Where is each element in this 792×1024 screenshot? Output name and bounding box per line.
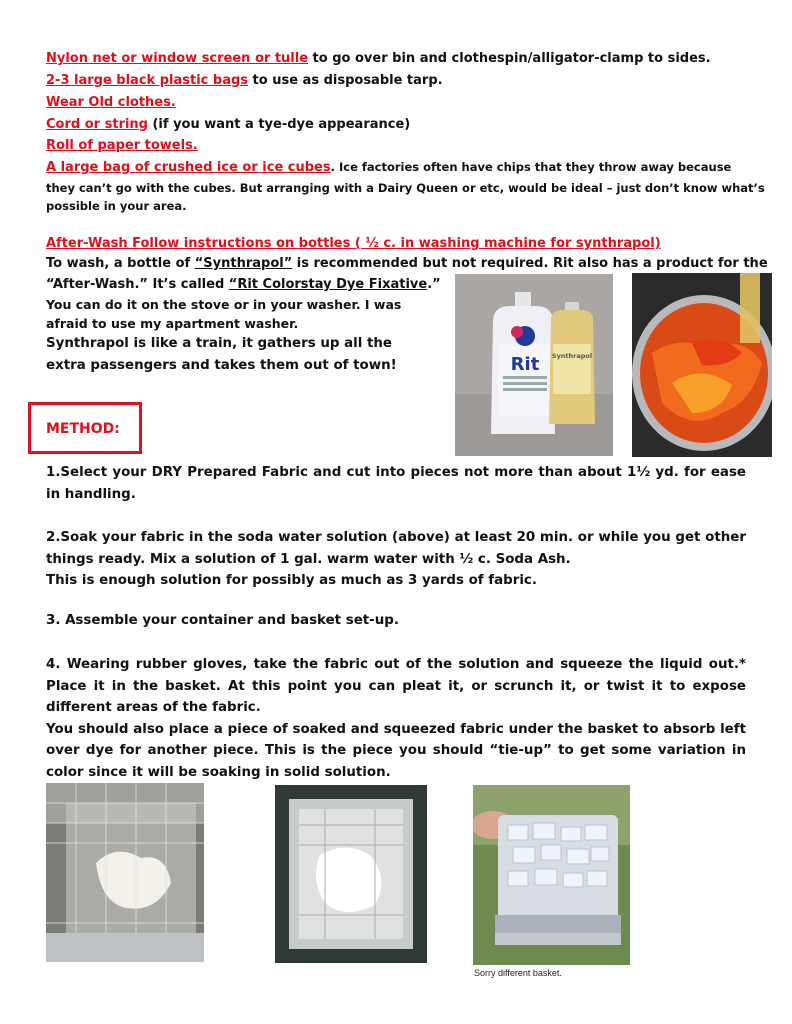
step-1 — [46, 462, 746, 505]
afterwash-line — [46, 255, 768, 272]
bottles-photo — [455, 274, 613, 456]
synthrapol-name: “Synthrapol” — [194, 256, 293, 271]
dye-pot-photo — [632, 273, 772, 457]
afterwash-text: is recommended but not required. Rit also has a product for the — [292, 256, 768, 271]
ice-note-line: possible in your area. — [46, 199, 187, 213]
photo-caption: Sorry different basket. — [474, 968, 562, 978]
step-text: 3. Assemble your container and basket set-up. — [46, 613, 399, 628]
step-text: 2.Soak your fabric in the soda water solution (above) at least 20 min. or while you get other things ready. Mix a solution of 1 gal. warm water with ½ c. Soda Ash. — [46, 530, 746, 567]
supply-item — [46, 137, 198, 154]
afterwash-line — [46, 276, 441, 293]
net-basket-illustration — [275, 785, 427, 963]
step-3 — [46, 610, 746, 632]
step-extra: You should also place a piece of soaked and squeezed fabric under the basket to absorb left over dye for another piece. This is the piece you should “tie-up” to get some variation in color since it will be soaking in solid solution. — [46, 721, 746, 780]
supply-label: Roll of paper towels. — [46, 138, 198, 153]
supply-item — [46, 159, 731, 176]
ice-basket-photo — [473, 785, 630, 965]
ice-note-line: they can’t go with the cubes. But arranging with a Dairy Queen or etc, would be ideal – just don’t know what’s — [46, 181, 765, 195]
ice-illustration — [473, 785, 630, 965]
method-heading: METHOD: — [46, 421, 120, 437]
supply-label: Wear Old clothes. — [46, 95, 176, 110]
supply-item — [46, 94, 176, 111]
supply-label: A large bag of crushed ice or ice cubes — [46, 160, 331, 175]
supply-label: Nylon net or window screen or tulle — [46, 51, 309, 66]
basket-photo-2 — [275, 785, 427, 963]
afterwash-line: Synthrapol is like a train, it gathers up all the — [46, 336, 393, 351]
afterwash-line: afraid to use my apartment washer. — [46, 316, 299, 331]
supply-text: . Ice factories often have chips that they throw away because — [330, 160, 732, 174]
afterwash-text: To wash, a bottle of — [46, 256, 195, 271]
supply-item — [46, 72, 443, 89]
dye-pot-illustration — [632, 273, 772, 457]
bottles-illustration — [455, 274, 613, 456]
supply-text: to go over bin and clothespin/alligator-clamp to sides. — [308, 51, 711, 66]
supply-label: Cord or string — [46, 117, 148, 132]
step-extra: This is enough solution for possibly as much as 3 yards of fabric. — [46, 573, 537, 588]
supply-text: to use as disposable tarp. — [248, 73, 443, 88]
supply-label: 2-3 large black plastic bags — [46, 73, 249, 88]
afterwash-text: .” — [427, 277, 441, 292]
afterwash-text: “After-Wash.” It’s called — [46, 277, 229, 292]
fixative-name: “Rit Colorstay Dye Fixative — [228, 277, 428, 292]
synthrapol-bottle-label: Synthrapol — [551, 352, 593, 360]
step-4 — [46, 654, 746, 783]
step-2 — [46, 527, 746, 592]
basket-photo-1 — [46, 783, 204, 962]
step-text: 1.Select your DRY Prepared Fabric and cut into pieces not more than about 1½ yd. for ease in handling. — [46, 465, 746, 502]
supply-text: (if you want a tye-dye appearance) — [147, 117, 411, 132]
afterwash-line: You can do it on the stove or in your washer. I was — [46, 297, 402, 312]
supply-item — [46, 50, 711, 67]
basket-fabric-illustration — [46, 783, 204, 962]
step-text: 4. Wearing rubber gloves, take the fabric out of the solution and squeeze the liquid out.* Place it in the basket. At this point you can pleat it, or scrunch it, or twist it to expose different areas of the fabric. — [46, 657, 746, 715]
afterwash-line: extra passengers and takes them out of town! — [46, 358, 397, 373]
rit-bottle-label: Rit — [510, 354, 540, 375]
supply-item — [46, 116, 410, 133]
afterwash-heading: After-Wash Follow instructions on bottles ( ½ c. in washing machine for synthrapol) — [46, 236, 661, 251]
